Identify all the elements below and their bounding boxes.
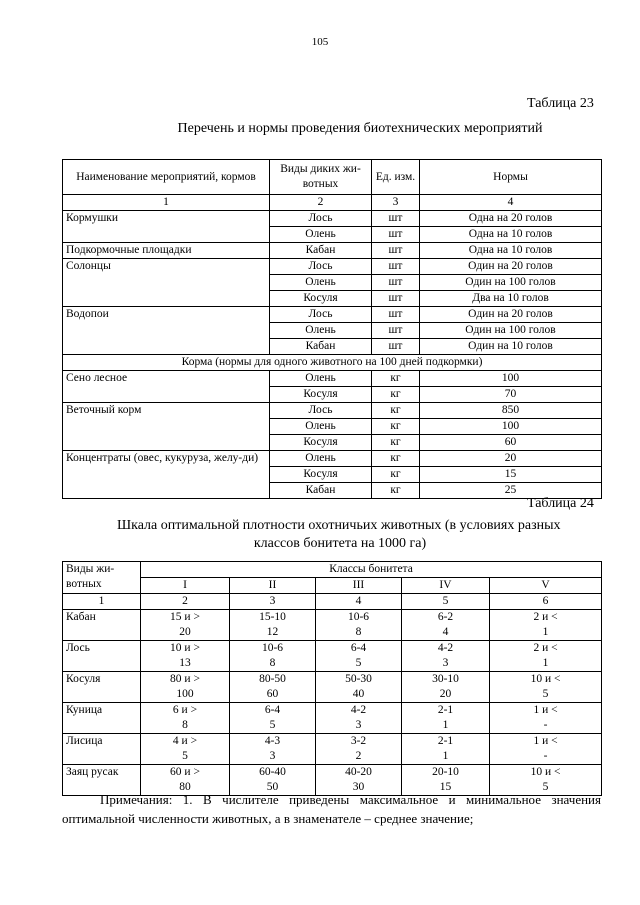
table23-unit: шт [372, 243, 420, 259]
table23-row [63, 451, 602, 467]
table23-unit: шт [372, 259, 420, 275]
table23-row [63, 371, 602, 387]
table24-value-top: 60 и > [170, 766, 200, 778]
table23-unit: шт [372, 323, 420, 339]
table23-header-cell: Наименование мероприятий, кормов [63, 160, 270, 195]
table24-class-cell: IV [402, 578, 490, 594]
table24-title-line2: классов бонитета на 1000 га) [253, 536, 427, 551]
table23-norm: Один на 10 голов [420, 339, 602, 355]
table24-classes-header: Классы бонитета [141, 562, 602, 578]
table24-class-cell: II [230, 578, 316, 594]
table23-item-name: Кормушки [63, 211, 270, 243]
table24-value-top: 2 и < [533, 642, 558, 654]
table23-species: Лось [270, 211, 372, 227]
table23-norm: Один на 100 голов [420, 323, 602, 339]
table23-species: Косуля [270, 435, 372, 451]
table23-norm: 100 [420, 419, 602, 435]
table24-value-bottom: 1 [442, 719, 449, 731]
table24-value-bottom: 5 [542, 688, 549, 700]
table24-value-top: 80-50 [259, 673, 286, 685]
table24-column-number: 3 [230, 594, 316, 610]
table23-norm: Один на 20 голов [420, 307, 602, 323]
table24-value-cell [230, 641, 316, 672]
table23-unit: шт [372, 227, 420, 243]
table24-value-bottom: 8 [355, 626, 362, 638]
table24-value-bottom: 4 [442, 626, 449, 638]
table24-value-cell [141, 703, 230, 734]
table24-value-cell [230, 734, 316, 765]
table24-value-top: 2-1 [437, 735, 454, 747]
table23-row [63, 211, 602, 227]
table24-value-top: 6-4 [264, 704, 281, 716]
table24-species-name: Лось [63, 641, 141, 672]
table24-row [63, 641, 602, 672]
table24-value-bottom: 5 [182, 750, 188, 762]
table24-value-top: 10-6 [261, 642, 284, 654]
table23-unit: шт [372, 339, 420, 355]
table23-header-cell: Виды диких жи-вотных [270, 160, 372, 195]
table24-value-bottom: 50 [266, 781, 279, 793]
table23-header-row [63, 160, 602, 195]
table24-value-cell [141, 610, 230, 641]
table24-value-bottom: 1 [542, 626, 549, 638]
table24-value-top: 2 и < [533, 611, 558, 623]
table24-row [63, 610, 602, 641]
table23-unit: шт [372, 211, 420, 227]
table24-value-cell [141, 641, 230, 672]
table24-value-bottom: 3 [355, 719, 362, 731]
table24-value-bottom: 20 [439, 688, 452, 700]
table23-unit: кг [372, 467, 420, 483]
table24-value-top: 4-2 [350, 704, 367, 716]
table23-header-cell: Нормы [420, 160, 602, 195]
table24-header-row [63, 562, 602, 578]
table23-label: Таблица 23 [527, 96, 594, 111]
table23-species: Олень [270, 227, 372, 243]
table23-species: Кабан [270, 483, 372, 499]
table24-value-top: 6-4 [350, 642, 367, 654]
table23-norm: 25 [420, 483, 602, 499]
table24-number-row [63, 594, 602, 610]
table24-value-bottom: 60 [266, 688, 279, 700]
table23-norm: Одна на 10 голов [420, 227, 602, 243]
table24-value-bottom: 8 [269, 657, 276, 669]
table24-value-bottom: 1 [542, 657, 549, 669]
table24-value-bottom: 5 [269, 719, 276, 731]
table24-value-bottom: 5 [355, 657, 362, 669]
table23-species: Олень [270, 451, 372, 467]
table24-column-number: 2 [141, 594, 230, 610]
table24-value-cell [141, 672, 230, 703]
table24-column-number: 5 [402, 594, 490, 610]
table23-species: Лось [270, 403, 372, 419]
table24-value-bottom: 100 [176, 688, 194, 700]
table24-note: Примечания: 1. В числителе приведены максимальное и минимальное значения оптимальной численности животных, а в знаменателе – среднее значение; [62, 792, 601, 826]
table24-value-top: 4-2 [437, 642, 454, 654]
table24-value-bottom: 40 [352, 688, 365, 700]
table23-norm: 20 [420, 451, 602, 467]
table23-species: Косуля [270, 387, 372, 403]
table23-unit: кг [372, 387, 420, 403]
table24-species-name: Куница [63, 703, 141, 734]
table24-column-number: 4 [316, 594, 402, 610]
table24-value-top: 10 и > [170, 642, 200, 654]
table23-item-name: Солонцы [63, 259, 270, 307]
table23-unit: кг [372, 435, 420, 451]
table24-value-cell [402, 672, 490, 703]
table24-value-top: 15 и > [170, 611, 200, 623]
table23-species: Олень [270, 371, 372, 387]
table24-value-cell [316, 703, 402, 734]
table24-value-cell [316, 734, 402, 765]
table23-norm: Одна на 10 голов [420, 243, 602, 259]
table24-species-name: Косуля [63, 672, 141, 703]
table24-value-cell [402, 641, 490, 672]
table24-value-top: 10-6 [347, 611, 370, 623]
table23-item-name: Водопои [63, 307, 270, 355]
table23-species: Косуля [270, 467, 372, 483]
table24-value-cell [316, 610, 402, 641]
table24-value-top: 10 и < [530, 766, 561, 778]
table23-unit: кг [372, 451, 420, 467]
table24-value-cell [141, 734, 230, 765]
table23-norm: Один на 100 голов [420, 275, 602, 291]
table24-value-bottom: 5 [542, 781, 549, 793]
table24-value-cell [490, 734, 602, 765]
table23-number-row [63, 195, 602, 211]
table23-norm: Два на 10 голов [420, 291, 602, 307]
table23-norm: Один на 20 голов [420, 259, 602, 275]
table23-species: Олень [270, 323, 372, 339]
table24-value-bottom: 2 [355, 750, 362, 762]
table23-section-heading: Корма (нормы для одного животного на 100 дней подкормки) [63, 355, 602, 371]
table24-value-cell [230, 703, 316, 734]
table24-species-name: Кабан [63, 610, 141, 641]
table24-value-bottom: 3 [442, 657, 449, 669]
table24-value-top: 20-10 [432, 766, 459, 778]
table23-unit: кг [372, 419, 420, 435]
table24-value-bottom: 15 [439, 781, 452, 793]
table23-unit: кг [372, 403, 420, 419]
table24-class-cell: III [316, 578, 402, 594]
table24-value-top: 1 и < [533, 704, 558, 716]
table24-value-bottom: - [543, 719, 548, 731]
table24-value-top: 4-3 [264, 735, 281, 747]
table24-species-name: Заяц русак [63, 765, 141, 796]
table24-value-bottom: 8 [182, 719, 188, 731]
table23-row [63, 259, 602, 275]
table24-value-bottom: - [543, 750, 548, 762]
table23-unit: шт [372, 291, 420, 307]
table24-value-cell [316, 641, 402, 672]
table23-species: Олень [270, 275, 372, 291]
table23-row [63, 307, 602, 323]
table24-row [63, 703, 602, 734]
table24-value-top: 60-40 [259, 766, 286, 778]
table23-unit: кг [372, 371, 420, 387]
table23-item-name: Концентраты (овес, кукуруза, желу-ди) [63, 451, 270, 499]
table23-norm: 60 [420, 435, 602, 451]
table24-value-top: 10 и < [530, 673, 561, 685]
table24-value-top: 2-1 [437, 704, 454, 716]
table24-value-bottom: 1 [442, 750, 449, 762]
table24-value-bottom: 3 [269, 750, 276, 762]
table23-unit: шт [372, 275, 420, 291]
table24-value-bottom: 12 [266, 626, 279, 638]
table23-column-number: 3 [372, 195, 420, 211]
table24-value-top: 3-2 [350, 735, 367, 747]
table24-title-line1: Шкала оптимальной плотности охотничьих животных (в условиях разных [117, 518, 561, 533]
table24-value-top: 40-20 [345, 766, 372, 778]
table24-value-bottom: 20 [179, 626, 191, 638]
table23-column-number: 4 [420, 195, 602, 211]
table24-label: Таблица 24 [527, 496, 594, 511]
table23-section-row [63, 355, 602, 371]
table24-value-cell [490, 672, 602, 703]
table24-value-top: 1 и < [533, 735, 558, 747]
table23 [62, 159, 602, 499]
table24-value-cell [316, 672, 402, 703]
table24-value-top: 80 и > [170, 673, 200, 685]
table24 [62, 561, 602, 796]
table24-value-cell [490, 641, 602, 672]
table23-column-number: 1 [63, 195, 270, 211]
table24-value-top: 30-10 [432, 673, 459, 685]
table23-species: Кабан [270, 243, 372, 259]
table24-value-top: 6 и > [172, 704, 198, 716]
table24-class-cell: V [490, 578, 602, 594]
table23-item-name: Подкормочные площадки [63, 243, 270, 259]
table23-row [63, 403, 602, 419]
table24-column-number: 6 [490, 594, 602, 610]
table24-row [63, 672, 602, 703]
table23-item-name: Сено лесное [63, 371, 270, 403]
table24-value-bottom: 30 [352, 781, 365, 793]
table24-value-top: 15-10 [259, 611, 286, 623]
table24-value-bottom: 80 [179, 781, 191, 793]
table24-class-row [63, 578, 602, 594]
table23-norm: 70 [420, 387, 602, 403]
table24-value-cell [490, 703, 602, 734]
table23-title: Перечень и нормы проведения биотехнических мероприятий [177, 121, 543, 136]
table24-value-cell [230, 672, 316, 703]
table24-species-name: Лисица [63, 734, 141, 765]
table24-class-cell: I [141, 578, 230, 594]
table24-value-top: 50-30 [345, 673, 372, 685]
table23-norm: 850 [420, 403, 602, 419]
table24-value-cell [230, 610, 316, 641]
table23-species: Косуля [270, 291, 372, 307]
table24-value-top: 6-2 [437, 611, 454, 623]
table23-species: Олень [270, 419, 372, 435]
table23-species: Лось [270, 259, 372, 275]
table24-value-cell [402, 610, 490, 641]
table24-value-top: 4 и > [172, 735, 198, 747]
table23-row [63, 243, 602, 259]
table23-norm: 15 [420, 467, 602, 483]
table23-norm: Одна на 20 голов [420, 211, 602, 227]
table23-species: Лось [270, 307, 372, 323]
table23-species: Кабан [270, 339, 372, 355]
table23-unit: кг [372, 483, 420, 499]
table23-norm: 100 [420, 371, 602, 387]
table23-unit: шт [372, 307, 420, 323]
page-number: 105 [311, 36, 329, 48]
table23-header-cell: Ед. изм. [372, 160, 420, 195]
table23-item-name: Веточный корм [63, 403, 270, 451]
table24-column-number: 1 [63, 594, 141, 610]
table24-value-cell [490, 610, 602, 641]
table24-species-header: Виды жи-вотных [63, 562, 141, 594]
table24-row [63, 734, 602, 765]
table24-value-bottom: 13 [179, 657, 191, 669]
table24-value-cell [402, 734, 490, 765]
table23-column-number: 2 [270, 195, 372, 211]
table24-value-cell [402, 703, 490, 734]
